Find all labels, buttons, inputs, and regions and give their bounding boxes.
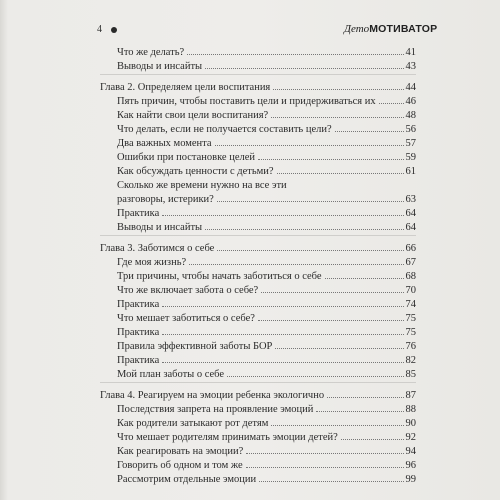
toc-entry-title: Мой план заботы о себе bbox=[117, 369, 225, 380]
toc-entry bbox=[117, 340, 416, 354]
toc-entry-page: 61 bbox=[405, 166, 416, 177]
toc-entry-title: Глава 4. Реагируем на эмоции ребенка экологично bbox=[100, 390, 325, 401]
dot-leader bbox=[162, 362, 403, 363]
toc-entry-page: 74 bbox=[405, 299, 416, 310]
toc-entry-page: 46 bbox=[405, 96, 416, 107]
dot-leader bbox=[277, 173, 404, 174]
toc-entry bbox=[117, 368, 416, 382]
dot-leader bbox=[335, 131, 404, 132]
dot-leader bbox=[187, 54, 403, 55]
dot-leader bbox=[316, 411, 403, 412]
dot-leader bbox=[162, 334, 403, 335]
toc-entry-page: 99 bbox=[405, 474, 416, 485]
dot-leader bbox=[325, 278, 404, 279]
toc-entry-page: 94 bbox=[405, 446, 416, 457]
dot-leader bbox=[379, 103, 404, 104]
toc-entry-title: Что мешает родителям принимать эмоции детей? bbox=[117, 432, 338, 443]
toc-entry-page: 85 bbox=[405, 369, 416, 380]
toc-entry-title: Как обсуждать ценности с детьми? bbox=[117, 166, 274, 177]
toc-entry-page: 48 bbox=[405, 110, 416, 121]
toc-entry bbox=[117, 473, 416, 487]
toc-entry bbox=[117, 431, 416, 445]
chapter-separator bbox=[100, 235, 416, 236]
page-number: 4 bbox=[97, 24, 102, 35]
toc-entry bbox=[117, 95, 416, 109]
dot-leader bbox=[327, 397, 403, 398]
toc-entry bbox=[117, 151, 416, 165]
toc-entry bbox=[117, 207, 416, 221]
toc-entry-title: Глава 3. Заботимся о себе bbox=[100, 243, 215, 254]
toc-entry-page: 70 bbox=[405, 285, 416, 296]
toc-entry-page: 90 bbox=[405, 418, 416, 429]
toc-entry-page: 96 bbox=[405, 460, 416, 471]
dot-leader bbox=[258, 159, 403, 160]
toc-entry bbox=[117, 60, 416, 74]
toc-entry bbox=[117, 326, 416, 340]
toc-entry-title: Практика bbox=[117, 208, 160, 219]
toc-entry-page: 43 bbox=[405, 61, 416, 72]
chapter-separator bbox=[100, 74, 416, 75]
toc-entry-page: 68 bbox=[405, 271, 416, 282]
dot-leader bbox=[205, 229, 403, 230]
running-header bbox=[0, 24, 500, 38]
toc-entry-page: 66 bbox=[405, 243, 416, 254]
toc-entry-title: Практика bbox=[117, 299, 160, 310]
toc-chapter-entry bbox=[100, 389, 416, 403]
toc-entry-page: 76 bbox=[405, 341, 416, 352]
toc-entry-title: разговоры, истерики? bbox=[117, 194, 214, 205]
toc-entry bbox=[117, 312, 416, 326]
toc-entry-title: Сколько же времени нужно на все эти bbox=[117, 180, 287, 191]
dot-leader bbox=[246, 467, 404, 468]
toc-entry-title: Три причины, чтобы начать заботиться о себе bbox=[117, 271, 322, 282]
toc-entry-title: Практика bbox=[117, 355, 160, 366]
dot-leader bbox=[273, 89, 403, 90]
toc-entry-title: Выводы и инсайты bbox=[117, 222, 203, 233]
dot-leader bbox=[261, 292, 403, 293]
toc-entry bbox=[117, 403, 416, 417]
toc-entry-title: Ошибки при постановке целей bbox=[117, 152, 256, 163]
toc-entry bbox=[117, 179, 416, 193]
toc-entry bbox=[117, 137, 416, 151]
toc-entry-page: 41 bbox=[405, 47, 416, 58]
toc-entry-title: Два важных момента bbox=[117, 138, 212, 149]
toc-entry-page: 75 bbox=[405, 327, 416, 338]
toc-entry-page: 88 bbox=[405, 404, 416, 415]
toc-chapter-entry bbox=[100, 81, 416, 95]
dot-leader bbox=[162, 215, 403, 216]
toc-entry-page: 63 bbox=[405, 194, 416, 205]
brand-prefix: Дето bbox=[344, 23, 370, 35]
dot-leader bbox=[246, 453, 403, 454]
toc-chapter-entry bbox=[100, 242, 416, 256]
dot-leader bbox=[271, 117, 403, 118]
toc-entry-page: 56 bbox=[405, 124, 416, 135]
toc-entry bbox=[117, 256, 416, 270]
dot-leader bbox=[258, 320, 404, 321]
toc-entry bbox=[117, 193, 416, 207]
toc-entry-title: Что делать, если не получается составить цели? bbox=[117, 124, 332, 135]
toc-entry-page: 67 bbox=[405, 257, 416, 268]
toc-entry bbox=[117, 123, 416, 137]
dot-leader bbox=[217, 250, 403, 251]
toc-entry-title: Говорить об одном и том же bbox=[117, 460, 243, 471]
toc-entry-title: Как реагировать на эмоции? bbox=[117, 446, 244, 457]
dot-leader bbox=[205, 68, 403, 69]
toc-entry-title: Что мешает заботиться о себе? bbox=[117, 313, 255, 324]
toc-entry-title: Пять причин, чтобы поставить цели и придерживаться их bbox=[117, 96, 376, 107]
brand-main: МОТИВАТОР bbox=[369, 23, 438, 35]
toc-entry bbox=[117, 459, 416, 473]
toc-entry-page: 57 bbox=[405, 138, 416, 149]
bullet-dot-icon bbox=[111, 27, 117, 33]
dot-leader bbox=[271, 425, 403, 426]
toc-entry-page: 92 bbox=[405, 432, 416, 443]
toc-entry-page: 64 bbox=[405, 208, 416, 219]
toc-entry-title: Рассмотрим отдельные эмоции bbox=[117, 474, 257, 485]
dot-leader bbox=[227, 376, 403, 377]
toc-entry-page: 87 bbox=[405, 390, 416, 401]
toc-entry bbox=[117, 221, 416, 235]
toc-entry-title: Правила эффективной заботы БОР bbox=[117, 341, 273, 352]
toc-entry bbox=[117, 46, 416, 60]
toc-entry bbox=[117, 270, 416, 284]
toc-entry-title: Практика bbox=[117, 327, 160, 338]
toc-entry bbox=[117, 109, 416, 123]
dot-leader bbox=[275, 348, 403, 349]
toc-entry-title: Последствия запрета на проявление эмоций bbox=[117, 404, 314, 415]
toc-entry-title: Как родители затыкают рот детям bbox=[117, 418, 269, 429]
toc-entry-page: 59 bbox=[405, 152, 416, 163]
chapter-separator bbox=[100, 382, 416, 383]
toc-entry bbox=[117, 417, 416, 431]
toc-entry-title: Что же включает забота о себе? bbox=[117, 285, 259, 296]
dot-leader bbox=[259, 481, 403, 482]
toc-entry-page: 64 bbox=[405, 222, 416, 233]
toc-entry bbox=[117, 284, 416, 298]
toc-entry bbox=[117, 445, 416, 459]
toc-entry-title: Где моя жизнь? bbox=[117, 257, 187, 268]
toc-entry-title: Что же делать? bbox=[117, 47, 185, 58]
dot-leader bbox=[162, 306, 403, 307]
dot-leader bbox=[189, 264, 403, 265]
toc-entry-page: 82 bbox=[405, 355, 416, 366]
toc-entry bbox=[117, 165, 416, 179]
dot-leader bbox=[341, 439, 404, 440]
toc-entry-title: Выводы и инсайты bbox=[117, 61, 203, 72]
book-brand bbox=[344, 23, 437, 35]
toc-entry-title: Глава 2. Определяем цели воспитания bbox=[100, 82, 271, 93]
toc-entry-page: 75 bbox=[405, 313, 416, 324]
toc-entry bbox=[117, 298, 416, 312]
toc-entry-title: Как найти свои цели воспитания? bbox=[117, 110, 269, 121]
toc-entry bbox=[117, 354, 416, 368]
dot-leader bbox=[215, 145, 404, 146]
dot-leader bbox=[217, 201, 404, 202]
toc-entry-page: 44 bbox=[405, 82, 416, 93]
